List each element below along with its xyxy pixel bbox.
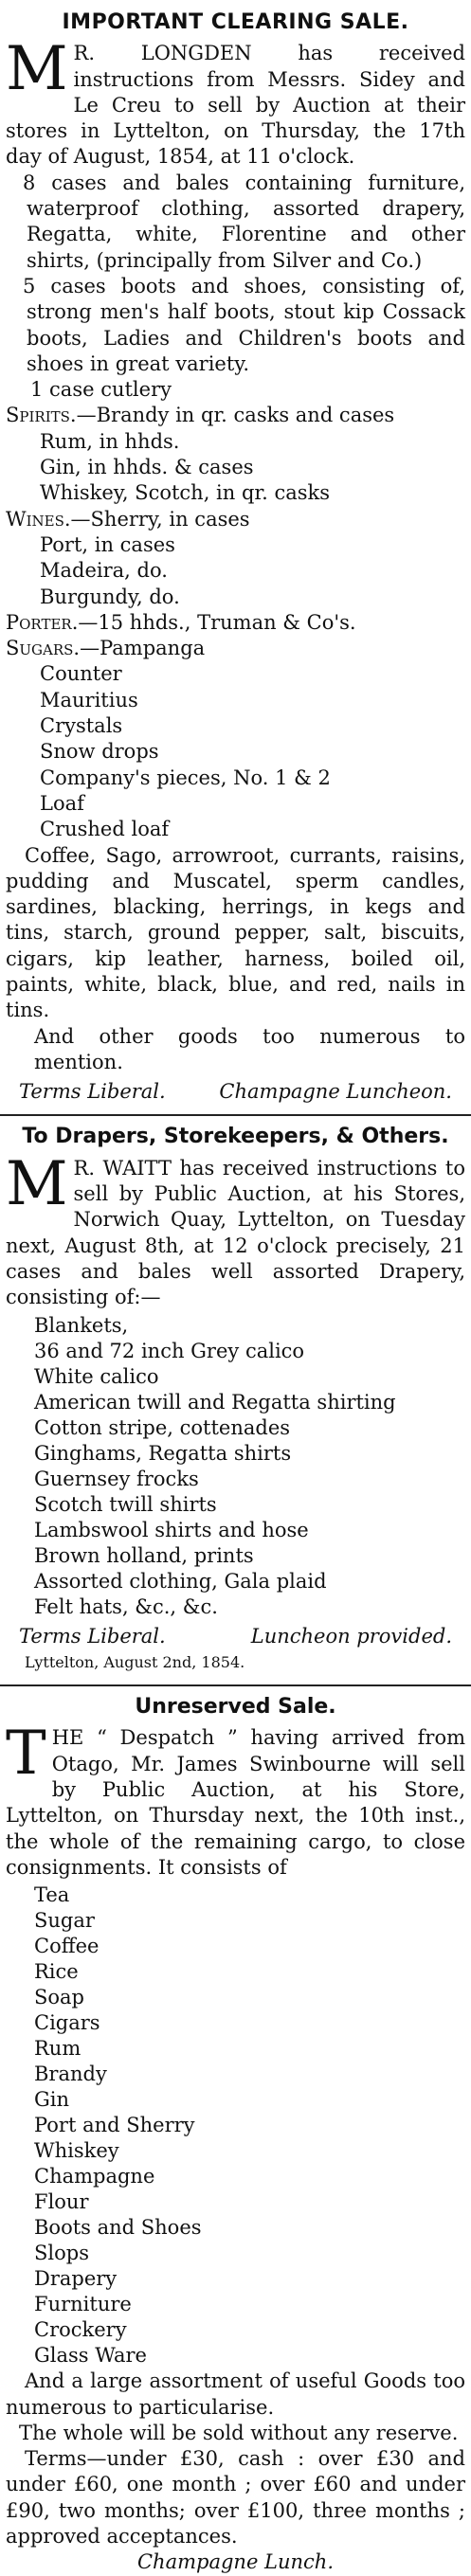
ad3-item: Rum bbox=[34, 2037, 82, 2061]
ad1-sundries: Coffee, Sago, arrowroot, currants, raisins, pudding and Muscatel, sperm candles, sardines, blacking, herrings, in kegs and tins, starch, ground pepper, salt, biscuits, cigars, kip leather, harness, boiled oil, paints, white, black, blue, and red, nails in tins. bbox=[6, 843, 465, 1022]
ad1-terms: Terms Liberal. bbox=[19, 1080, 166, 1104]
ad1-item: 5 cases boots and shoes, consisting of, strong men's half boots, stout kip Cossack boots, Ladies and Children's boots and shoes in great variety. bbox=[23, 274, 465, 375]
sugars-line: Snow drops bbox=[40, 740, 159, 764]
sugars-line: Company's pieces, No. 1 & 2 bbox=[40, 766, 331, 789]
sugars-line: Mauritius bbox=[40, 688, 138, 712]
ad3-item: Furniture bbox=[34, 2293, 132, 2316]
ad1-intro-text: R. LONGDEN has received instructions from Messrs. Sidey and Le Creu to sell by Auction at their stores in Lyttelton, on Thursday, the 17th day of August, 1854, at 11 o'clock. bbox=[6, 42, 465, 169]
ad3-heading: Unreserved Sale. bbox=[135, 1695, 336, 1720]
ad2-luncheon: Luncheon provided. bbox=[250, 1624, 452, 1648]
ad2-item: Lambswool shirts and hose bbox=[34, 1518, 309, 1541]
ad2-item: Blankets, bbox=[34, 1313, 129, 1337]
ad1-dropcap: M bbox=[6, 34, 68, 105]
ad3-item-list bbox=[6, 1882, 465, 2369]
ad3-item: Champagne bbox=[34, 2165, 155, 2189]
ad2-footer bbox=[6, 1624, 465, 1649]
sugars-line: Crystals bbox=[40, 714, 123, 738]
ad3-item: Port and Sherry bbox=[34, 2114, 195, 2137]
ad3-item: Boots and Shoes bbox=[34, 2216, 202, 2240]
ad2-item: Scotch twill shirts bbox=[34, 1492, 217, 1516]
ad3-assortment: And a large assortment of useful Goods too numerous to particularise. bbox=[6, 2369, 465, 2419]
ad1-porter bbox=[6, 610, 465, 636]
ad1-item: 1 case cutlery bbox=[30, 378, 172, 402]
sugars-line: Crushed loaf bbox=[40, 818, 170, 841]
ad3-item: Sugar bbox=[34, 1909, 95, 1933]
ad1-sugars bbox=[6, 636, 465, 842]
ad2-item: Assorted clothing, Gala plaid bbox=[34, 1569, 327, 1593]
ad2-dropcap: M bbox=[6, 1148, 68, 1219]
ad1-item: 8 cases and bales containing furniture, waterproof clothing, assorted drapery, Regatta, white, Florentine and other shirts, (principally from Silver and Co.) bbox=[23, 171, 465, 272]
ad2-item: 36 and 72 inch Grey calico bbox=[34, 1339, 305, 1362]
ad3-item: Drapery bbox=[34, 2267, 118, 2291]
ad3-item: Soap bbox=[34, 1986, 84, 2009]
ad3-reserve: The whole will be sold without any reserve. bbox=[19, 2421, 459, 2444]
spirits-line: Whiskey, Scotch, in qr. casks bbox=[40, 481, 331, 505]
sugars-label: Sugars. bbox=[6, 637, 81, 660]
ad2-intro-text: R. WAITT has received instructions to sell by Public Auction, at his Stores, Norwich Quay, Lyttelton, on Tuesday next, August 8th, at 12 o'clock precisely, 21 cases and bales well assorted Drapery, consisting of:— bbox=[6, 1156, 465, 1309]
ad3-item: Glass Ware bbox=[34, 2344, 147, 2368]
ad3-item: Tea bbox=[34, 1883, 70, 1907]
ad3-intro-text: HE “ Despatch ” having arrived from Otago, Mr. James Swinbourne will sell by Public Auction, at his Store, Lyttelton, on Thursday next, the 10th inst., the whole of the remaining cargo, to close consignments. It consists of bbox=[6, 1726, 465, 1879]
ad2-item: Guernsey frocks bbox=[34, 1467, 199, 1490]
ad3-terms: Terms—under £30, cash : over £30 and under £60, one month ; over £60 and under £90, two months; over £100, three months ; approved acceptances. bbox=[6, 2447, 465, 2548]
spirits-line: Gin, in hhds. & cases bbox=[40, 456, 254, 479]
divider bbox=[0, 1684, 471, 1686]
wines-line: Madeira, do. bbox=[40, 559, 168, 583]
ad3-luncheon: Champagne Lunch. bbox=[136, 2550, 335, 2574]
ad-unreserved-sale bbox=[0, 1694, 471, 2575]
ad3-item: Cigars bbox=[34, 2011, 100, 2035]
ad3-item: Whiskey bbox=[34, 2139, 119, 2163]
spirits-label: Spirits. bbox=[6, 404, 77, 427]
ad3-item: Slops bbox=[34, 2242, 89, 2265]
ad3-item: Brandy bbox=[34, 2063, 107, 2086]
ad2-heading: To Drapers, Storekeepers, & Others. bbox=[22, 1125, 449, 1149]
ad1-heading: IMPORTANT CLEARING SALE. bbox=[62, 10, 409, 34]
ad1-footer bbox=[6, 1079, 465, 1105]
ad2-item: Brown holland, prints bbox=[34, 1543, 254, 1567]
ad3-item: Crockery bbox=[34, 2318, 127, 2342]
ad2-item: Felt hats, &c., &c. bbox=[34, 1594, 218, 1618]
ad3-intro bbox=[6, 1719, 465, 1881]
ad2-item: Cotton stripe, cottenades bbox=[34, 1415, 291, 1439]
spirits-line: —Brandy in qr. casks and cases bbox=[76, 404, 395, 427]
wines-line: Port, in cases bbox=[40, 532, 175, 556]
spirits-line: Rum, in hhds. bbox=[40, 429, 180, 453]
ad2-item: Ginghams, Regatta shirts bbox=[34, 1441, 292, 1465]
ad2-item: American twill and Regatta shirting bbox=[34, 1390, 396, 1414]
wines-line: Burgundy, do. bbox=[40, 585, 180, 608]
ad1-other: And other goods too numerous to mention. bbox=[34, 1024, 465, 1073]
ad-clearing-sale bbox=[0, 9, 471, 1105]
wines-label: Wines. bbox=[6, 507, 71, 531]
ad2-item: White calico bbox=[34, 1364, 159, 1388]
ad1-luncheon: Champagne Luncheon. bbox=[219, 1080, 452, 1104]
wines-line: —Sherry, in cases bbox=[70, 507, 250, 531]
ad3-item: Rice bbox=[34, 1960, 79, 1984]
ad2-intro bbox=[6, 1148, 465, 1311]
ad1-spirits bbox=[6, 403, 465, 506]
ad2-terms: Terms Liberal. bbox=[19, 1624, 166, 1648]
sugars-line: Counter bbox=[40, 662, 122, 686]
porter-label: Porter. bbox=[6, 610, 79, 634]
sugars-line: —Pampanga bbox=[80, 637, 206, 660]
divider bbox=[0, 1114, 471, 1116]
ad3-item: Flour bbox=[34, 2190, 89, 2214]
ad3-dropcap: T bbox=[6, 1719, 46, 1790]
porter-text: —15 hhds., Truman & Co's. bbox=[78, 610, 356, 634]
sugars-line: Loaf bbox=[40, 791, 84, 815]
ad1-wines bbox=[6, 507, 465, 610]
ad1-intro bbox=[6, 34, 465, 170]
ad2-item-list bbox=[6, 1313, 465, 1620]
ad3-item: Gin bbox=[34, 2088, 70, 2112]
ad-drapers bbox=[0, 1124, 471, 1675]
ad3-item: Coffee bbox=[34, 1935, 100, 1958]
ad2-dateline: Lyttelton, August 2nd, 1854. bbox=[25, 1652, 245, 1671]
